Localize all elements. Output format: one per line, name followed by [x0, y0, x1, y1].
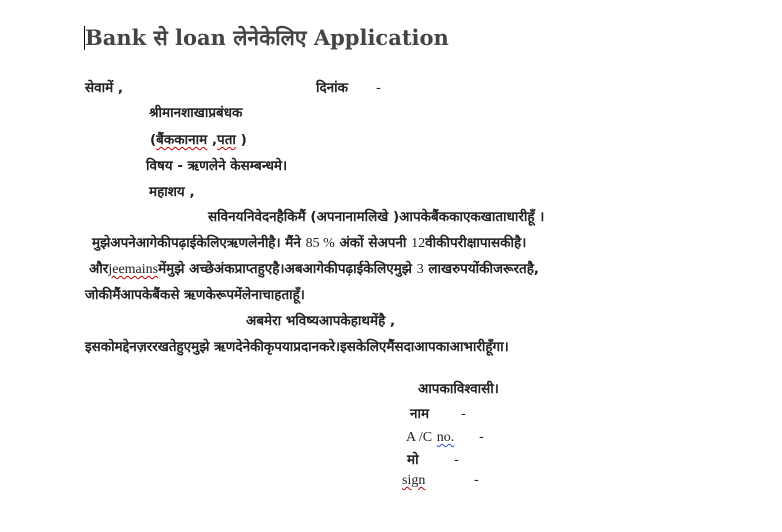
title-word-lenekeliye: लेनेकेलिए [233, 25, 307, 50]
body-line-2-part-c: अंकों सेअपनी [339, 235, 407, 251]
body-line-2-part-a: मुझेअपनेआगेकीपढ़ाईकेलिएऋणलेनीहै। मैंने [92, 235, 301, 251]
account-number-label [406, 428, 454, 447]
name-dash: - [461, 406, 466, 422]
to-label: सेवामें , [85, 80, 124, 96]
page-title [85, 24, 449, 52]
date-label: दिनांक [316, 80, 349, 96]
mobile-label: मो [407, 452, 419, 468]
body-line-3-part-e: लाखरुपयोंकीजरूरतहै, [428, 261, 540, 277]
salutation: महाशय , [149, 184, 195, 200]
addressee-line: श्रीमानशाखाप्रबंधक [149, 105, 243, 121]
body-line-3 [89, 260, 539, 279]
exam-name: jeemains [108, 262, 159, 277]
body-line-1: सविनयनिवेदनहैकिमैं (अपनानामलिखे )आपकेबैंककाएकखाताधारीहूँ । [208, 209, 545, 225]
marks-percentage: 85 % [305, 236, 335, 251]
title-word-application: Application [313, 25, 449, 50]
sign-word: sign [402, 473, 426, 488]
body-line-2 [92, 234, 526, 253]
bank-address-separator: , [211, 132, 218, 148]
body-line-4: जोकीमैंआपकेबैंकसे ऋणकेरूपमेंलेनाचाहताहूँ। [85, 287, 305, 303]
account-label-ac: A /C [406, 430, 433, 445]
bank-address-placeholder: पता [217, 132, 236, 148]
body-line-6: इसकोमद्देनज़ररखतेहुएमुझे ऋणदेनेकीकृपयाप्रदानकरे।इसकेलिएमैंसदाआपकाआभारीहूँगा। [85, 339, 509, 355]
bank-address-close: ) [240, 132, 247, 148]
title-word-se: से [153, 25, 168, 50]
sign-dash: - [474, 472, 479, 488]
title-word-loan: loan [175, 25, 226, 50]
bank-address-open: ( [150, 132, 157, 148]
sign-label [402, 471, 425, 490]
title-word-bank: Bank [85, 25, 147, 50]
loan-amount-number: 3 [416, 262, 424, 277]
bank-name-placeholder: बैंककानाम [156, 132, 208, 148]
account-label-no: no. [436, 430, 455, 445]
mobile-dash: - [454, 452, 459, 468]
bank-address-line [150, 131, 247, 149]
subject-line: विषय - ऋणलेने केसम्बन्धमे। [146, 158, 288, 174]
body-line-3-part-c: मेंमुझे अच्छेअंकप्राप्तहुएहै।अबआगेकीपढ़ाईकेलिएमुझे [158, 261, 412, 277]
body-line-3-part-a: और [89, 261, 109, 277]
account-dash: - [479, 429, 484, 445]
body-line-5: अबमेरा भविष्यआपकेहाथमेंहै , [246, 313, 396, 329]
closing-line: आपकाविश्वासी। [418, 381, 499, 397]
class-number: 12 [411, 236, 426, 251]
body-line-2-part-e: वीकीपरीक्षापासकीहै। [425, 235, 527, 251]
date-dash: - [376, 80, 381, 96]
name-label: नाम [410, 406, 430, 422]
